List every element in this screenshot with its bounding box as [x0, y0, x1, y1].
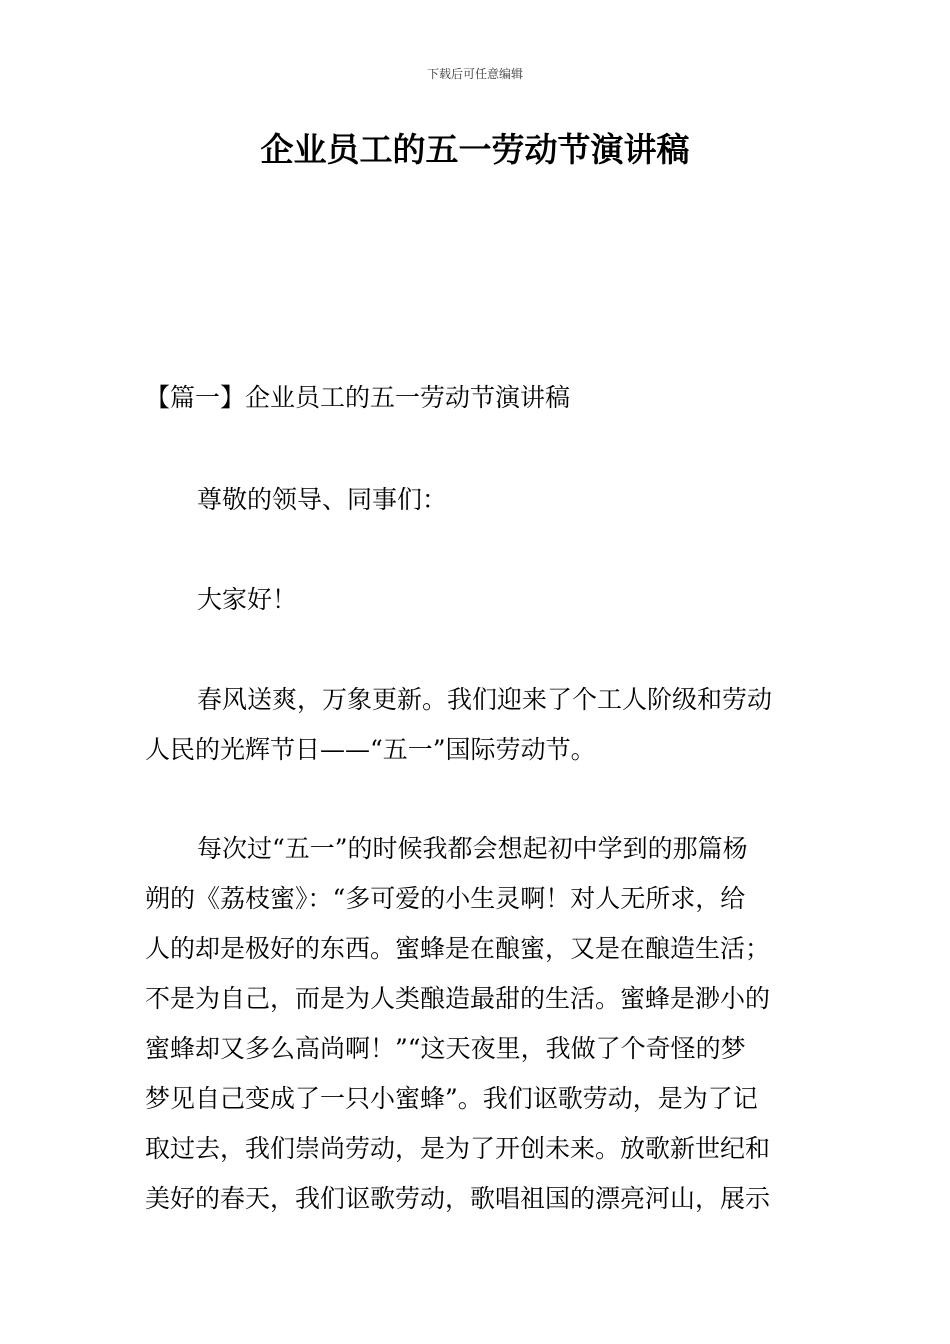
- paragraph-line: 春风送爽，万象更新。我们迎来了个工人阶级和劳动: [197, 685, 773, 714]
- paragraph-body: [145, 824, 809, 1224]
- paragraph-line: 不是为自己，而是为人类酿造最甜的生活。蜜蜂是渺小的: [145, 984, 771, 1013]
- paragraph-line: 梦见自己变成了一只小蜜蜂”。我们讴歌劳动，是为了记: [145, 1084, 758, 1113]
- paragraph-line: 人的却是极好的东西。蜜蜂是在酿蜜，又是在酿造生活；: [145, 934, 771, 963]
- section-heading: 【篇一】企业员工的五一劳动节演讲稿: [145, 383, 571, 412]
- paragraph-spring: [145, 675, 809, 775]
- paragraph-line: 取过去，我们崇尚劳动，是为了开创未来。放歌新世纪和: [145, 1134, 771, 1163]
- paragraph-line: 蜜蜂却又多么高尚啊！”“这天夜里，我做了个奇怪的梦: [145, 1034, 746, 1063]
- header-note: 下载后可任意编辑: [426, 67, 523, 81]
- paragraph-greeting: [145, 475, 809, 525]
- paragraph-line: 大家好！: [197, 585, 298, 614]
- paragraph-line: 人民的光辉节日——“五一”国际劳动节。: [145, 735, 596, 764]
- paragraph-hello: [145, 575, 809, 625]
- paragraph-line: 每次过“五一”的时候我都会想起初中学到的那篇杨: [197, 834, 748, 863]
- document-title: 企业员工的五一劳动节演讲稿: [260, 130, 690, 169]
- paragraph-line: 尊敬的领导、同事们：: [197, 485, 448, 514]
- paragraph-line: 美好的春天，我们讴歌劳动，歌唱祖国的漂亮河山，展示: [145, 1184, 771, 1213]
- paragraph-line: 朔的《荔枝蜜》：“多可爱的小生灵啊！对人无所求，给: [145, 884, 746, 913]
